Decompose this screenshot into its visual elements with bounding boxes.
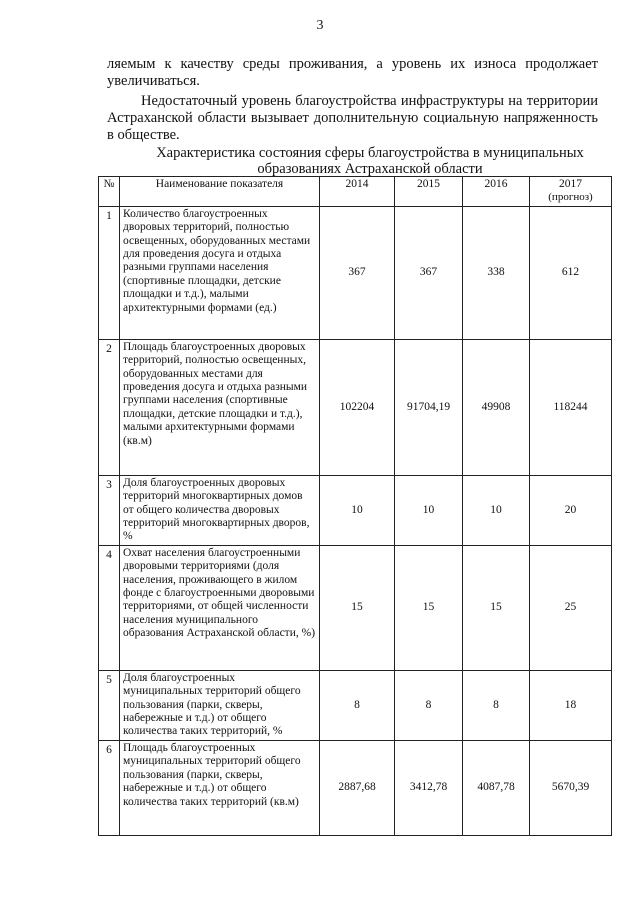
row-number: 2 [99,339,120,475]
value-2015: 10 [395,475,463,545]
value-2016: 8 [463,670,530,740]
row-number: 1 [99,206,120,339]
value-2016: 49908 [463,339,530,475]
indicator-name: Доля благоустроенных дворовых территорий многоквартирных домов от общего количества дворовых территорий многоквартирных дворов, % [120,475,320,545]
paragraph-continuation: ляемым к качеству среды проживания, а уровень их износа продолжает увеличиваться. [107,56,598,89]
value-2015: 91704,19 [395,339,463,475]
row-number: 4 [99,545,120,670]
table-row [99,339,612,475]
header-name: Наименование показателя [120,177,320,207]
indicators-table [98,176,612,836]
table-row [99,545,612,670]
table-row [99,670,612,740]
value-2016: 338 [463,206,530,339]
value-2017: 25 [530,545,612,670]
table-title: Характеристика состояния сферы благоустройства в муниципальных образованиях Астраханской области [156,145,584,177]
value-2017: 18 [530,670,612,740]
indicator-name: Площадь благоустроенных дворовых территорий, полностью освещенных, оборудованных местами для проведения досуга и отдыха разными группами населения (спортивные площадки, детские площадки и т.д.), малыми архитектурными формами (кв.м) [120,339,320,475]
paragraph-infrastructure: Недостаточный уровень благоустройства инфраструктуры на территории Астраханской области вызывает дополнительную социальную напряженность в обществе. [107,93,598,143]
value-2014: 10 [320,475,395,545]
value-2016: 4087,78 [463,740,530,835]
header-2017-note: (прогноз) [548,191,593,204]
value-2017: 20 [530,475,612,545]
value-2014: 2887,68 [320,740,395,835]
header-2017 [530,177,612,207]
table-body [99,206,612,835]
indicator-name: Доля благоустроенных муниципальных территорий общего пользования (парки, скверы, набережные и т.д.) от общего количества таких территорий, % [120,670,320,740]
value-2014: 8 [320,670,395,740]
value-2015: 15 [395,545,463,670]
header-2016: 2016 [463,177,530,207]
header-2015: 2015 [395,177,463,207]
value-2014: 15 [320,545,395,670]
indicator-name: Охват населения благоустроенными дворовыми территориями (доля населения, проживающего в жилом фонде с благоустроенными дворовыми территориями, от общей численности населения муниципального образования Астраханской области, %) [120,545,320,670]
header-num: № [99,177,120,207]
table-row [99,740,612,835]
value-2016: 10 [463,475,530,545]
table-header-row [99,177,612,207]
table-row [99,206,612,339]
indicator-name: Количество благоустроенных дворовых территорий, полностью освещенных, оборудованных местами для проведения досуга и отдыха разными группами населения (спортивные площадки, детские площадки и т.д.), малыми архитектурными формами (ед.) [120,206,320,339]
table-row [99,475,612,545]
value-2015: 8 [395,670,463,740]
header-2014: 2014 [320,177,395,207]
row-number: 5 [99,670,120,740]
page-number: 3 [316,18,324,33]
value-2014: 102204 [320,339,395,475]
value-2017: 118244 [530,339,612,475]
header-2017-year: 2017 [559,178,582,190]
indicator-name: Площадь благоустроенных муниципальных территорий общего пользования (парки, скверы, набережные и т.д.) от общего количества таких территорий (кв.м) [120,740,320,835]
value-2015: 367 [395,206,463,339]
value-2017: 612 [530,206,612,339]
value-2015: 3412,78 [395,740,463,835]
value-2017: 5670,39 [530,740,612,835]
value-2014: 367 [320,206,395,339]
row-number: 6 [99,740,120,835]
row-number: 3 [99,475,120,545]
value-2016: 15 [463,545,530,670]
